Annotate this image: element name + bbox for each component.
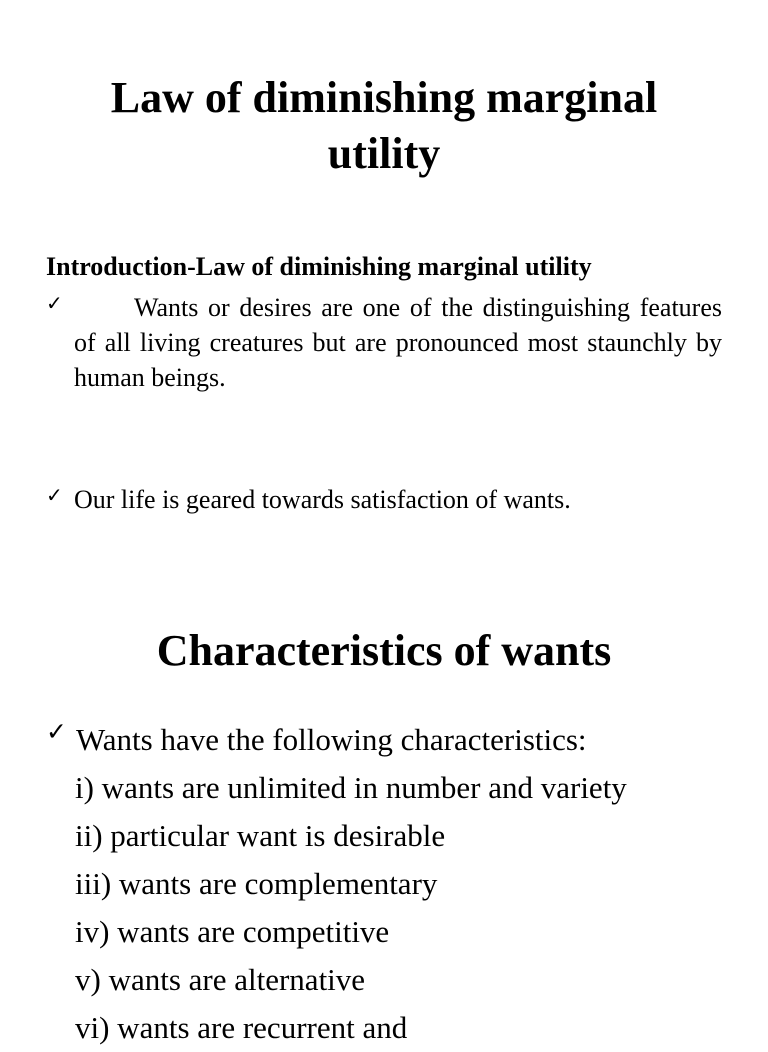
intro-heading: Introduction-Law of diminishing marginal utility xyxy=(46,252,592,281)
list-item: i) wants are unlimited in number and variety xyxy=(75,770,627,805)
bullet-item xyxy=(46,482,722,517)
bullet-text: Wants have the following characteristics: xyxy=(76,722,587,757)
list-item: vi) wants are recurrent and xyxy=(75,1010,408,1045)
checkmark-icon: ✓ xyxy=(46,717,67,746)
list-item: iv) wants are competitive xyxy=(75,914,390,949)
section-title: Characteristics of wants xyxy=(156,626,612,675)
characteristics-list xyxy=(75,764,627,1052)
bullet-text: Wants or desires are one of the distinguishing features of all living creatures but are pronounced most staunchly by human beings. xyxy=(74,293,722,392)
slide-title: Law of diminishing marginal utility xyxy=(110,73,658,178)
list-item: ii) particular want is desirable xyxy=(75,818,446,853)
list-item: iii) wants are complementary xyxy=(75,866,438,901)
checkmark-icon: ✓ xyxy=(46,291,63,315)
checkmark-icon: ✓ xyxy=(46,483,63,507)
list-item: v) wants are alternative xyxy=(75,962,366,997)
bullet-item xyxy=(46,716,722,764)
bullet-text: Our life is geared towards satisfaction of wants. xyxy=(74,485,571,514)
bullet-item xyxy=(46,290,722,395)
